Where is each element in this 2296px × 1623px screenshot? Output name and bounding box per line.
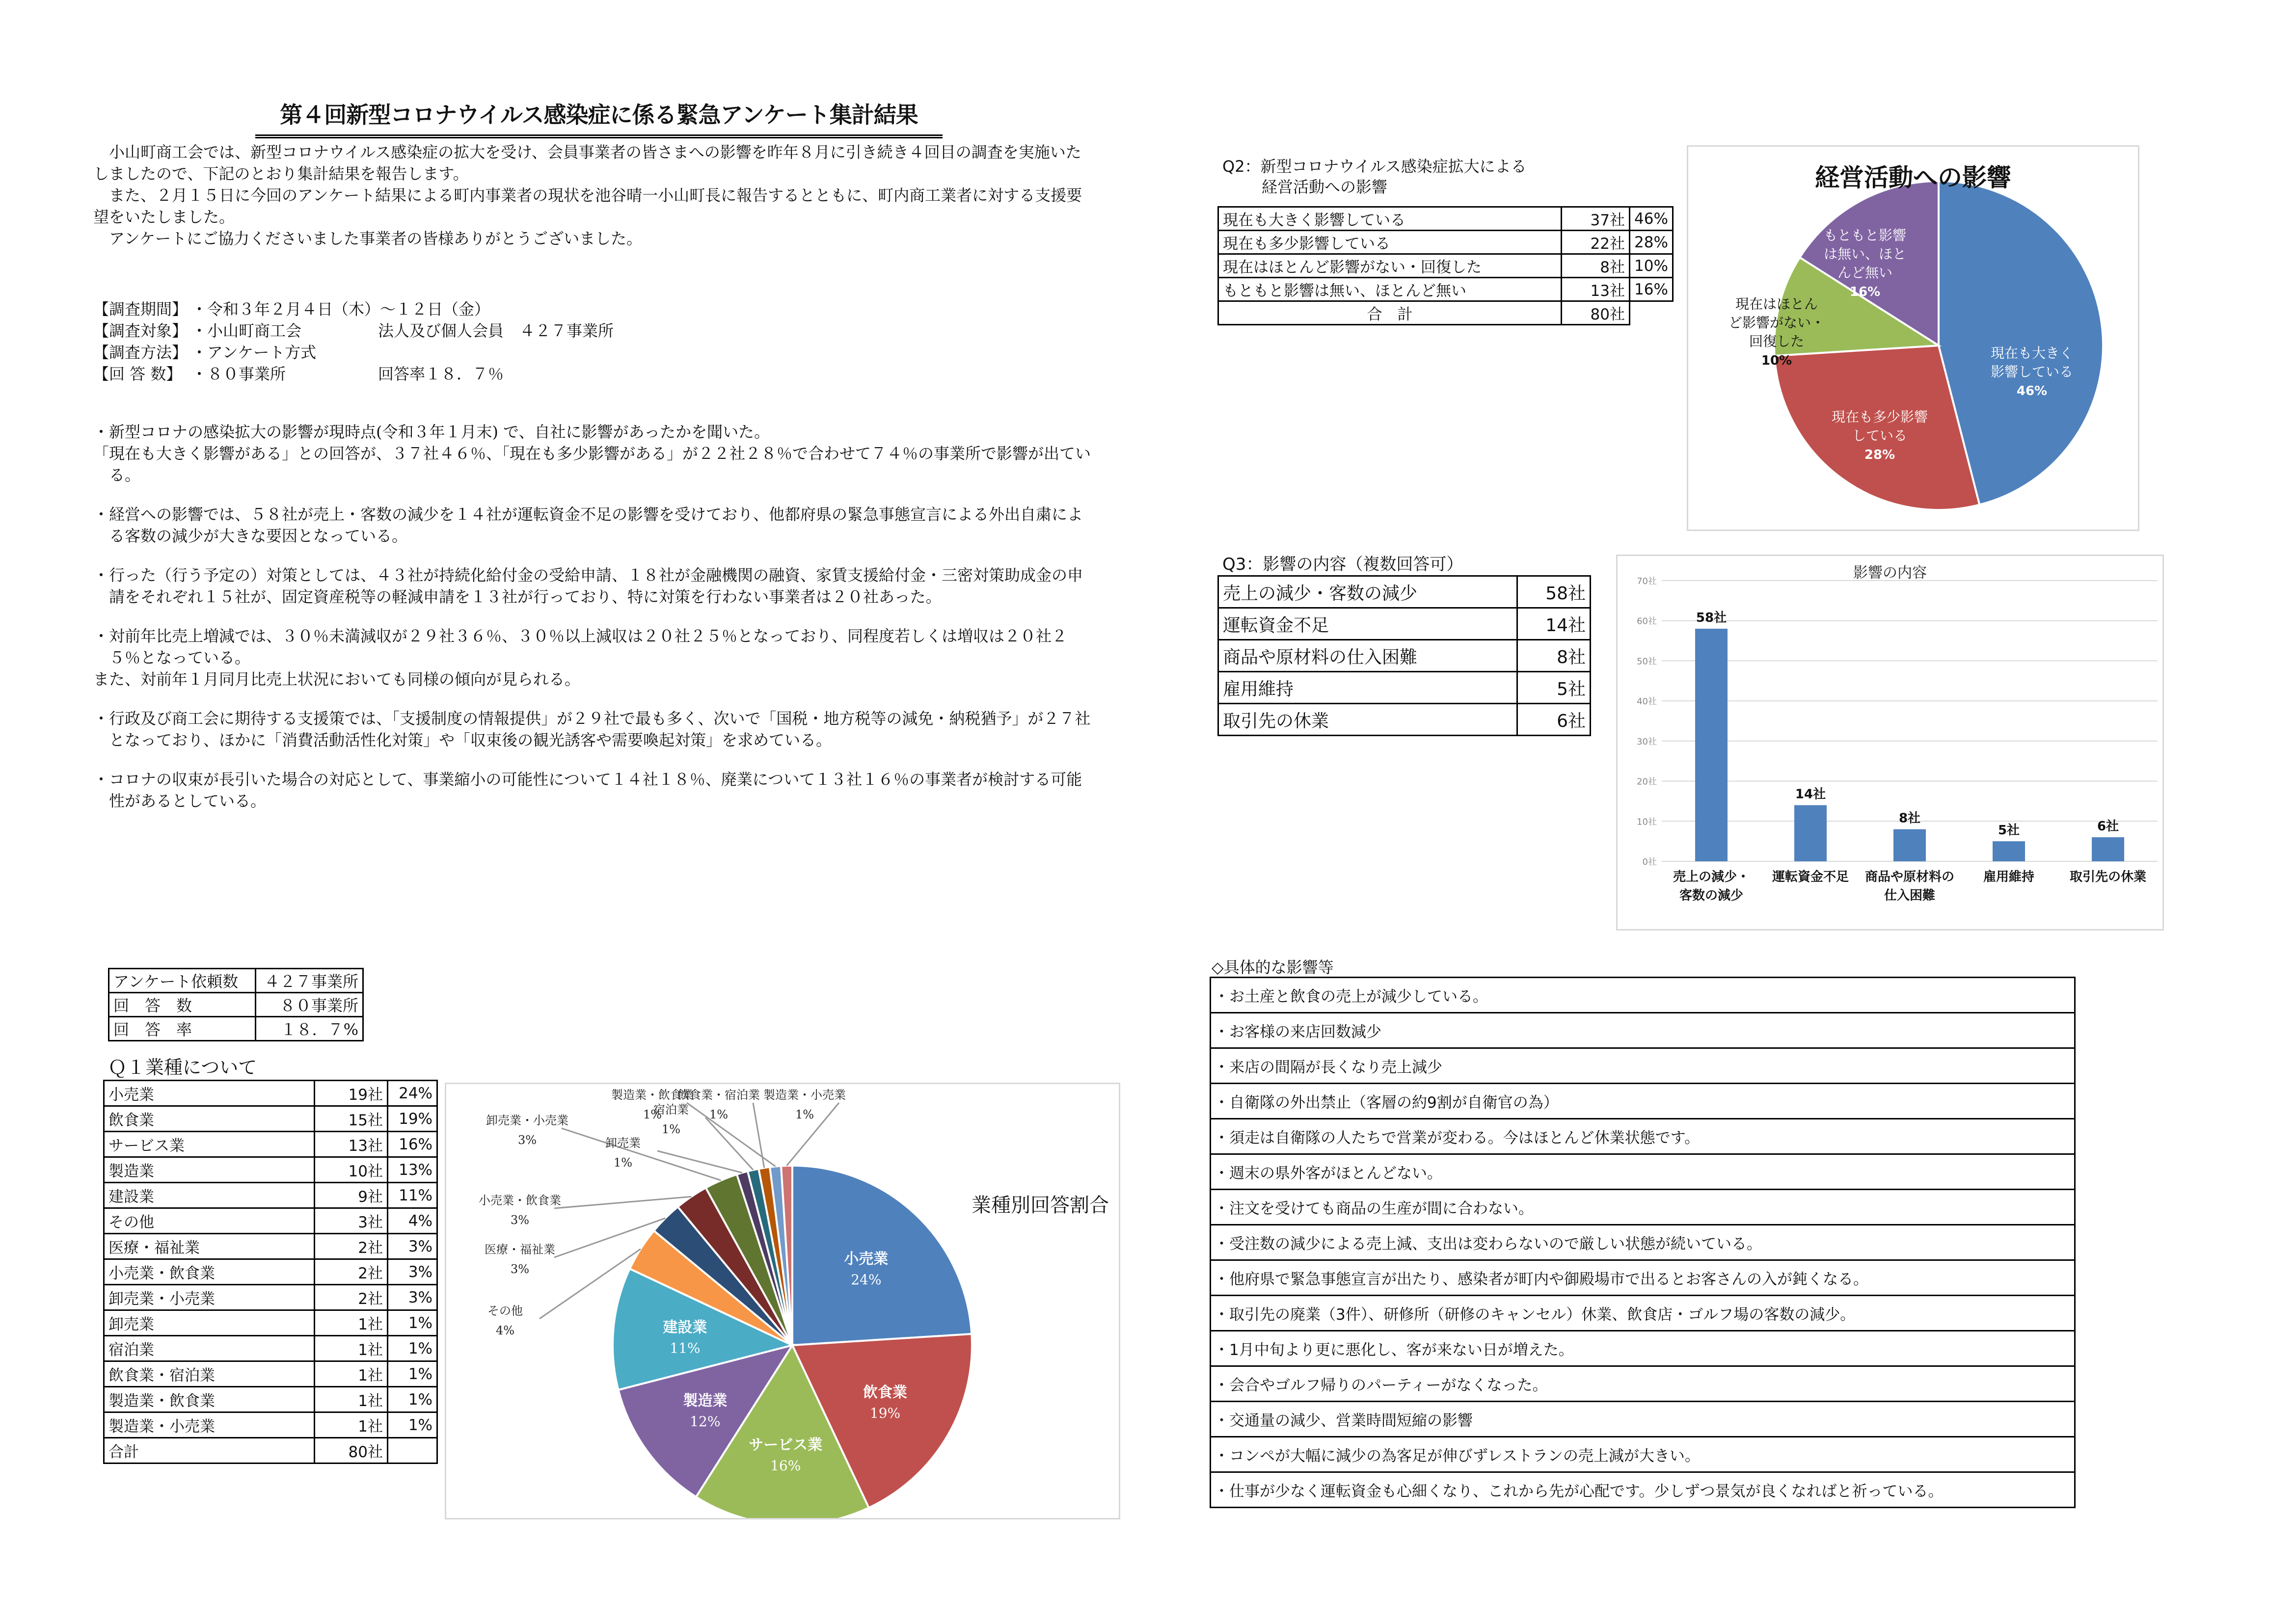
table-row [104,1285,437,1310]
finding-item [93,708,1095,751]
comment-text: ・来店の間隔が長くなり売上減少 [1211,1048,2075,1084]
impact-label: もともと影響は無い、ほとんど無い [1218,278,1562,301]
table-row [1218,254,1673,278]
finding-text: ・経営への影響では、５８社が売上・客数の減少を１４社が運転資金不足の影響を受けており、他都府県の緊急事態宣言による外出自粛による客数の減少が大きな要因となっている。 [93,505,1083,545]
q3-heading: Q3：影響の内容（複数回答可） [1222,555,1463,574]
finding-text: 「現在も大きく影響がある」との回答が、３７社４６％、「現在も多少影響がある」が２２社２８％で合わせて７４％の事業所で影響が出ている。 [93,444,1091,484]
survey-extra: 法人及び個人会員 ４２７事業所 [378,321,614,340]
comment-text: ・お客様の来店回数減少 [1211,1013,2075,1048]
table-row [1218,672,1591,704]
impact-slice-percent: 16% [1849,285,1881,299]
industry-label: 小売業 [104,1081,315,1106]
total-count: 80社 [315,1438,388,1463]
impact-bar-chart [1616,555,2164,931]
impact-slice-label: 現在も多少影響 [1831,409,1928,425]
summary-value: ４２７事業所 [256,969,363,993]
x-tick-label: 運転資金不足 [1772,870,1849,884]
industry-count: 13社 [315,1132,388,1157]
impact-type-count: 14社 [1517,608,1591,640]
industry-slice-percent: 12% [690,1413,721,1430]
q2-heading-line: Q2：新型コロナウイルス感染症拡大による [1222,157,1527,176]
industry-percent: 13% [388,1157,437,1183]
comment-text: ・週末の県外客がほとんどない。 [1211,1154,2075,1190]
impact-slice-label: 回復した [1749,333,1805,349]
industry-slice-label: 医療・福祉業 [485,1243,555,1256]
industry-label: 製造業・小売業 [104,1412,315,1438]
intro-paragraph: アンケートにご協力くださいました事業者の皆様ありがとうございました。 [109,229,643,248]
impact-slice-percent: 28% [1864,448,1895,462]
finding-item [93,504,1095,547]
table-row [104,1081,437,1106]
impact-percent: 28% [1630,231,1673,254]
survey-extra: 回答率１８．７％ [378,365,504,383]
impact-count: 22社 [1562,231,1630,254]
comment-text: ・コンペが大幅に減少の為客足が伸びずレストランの売上減が大きい。 [1211,1437,2075,1472]
industry-slice-percent: 1% [661,1122,681,1136]
industry-percent: 1% [388,1310,437,1336]
table-row [104,1310,437,1336]
finding-text: ・行った（行う予定の）対策としては、４３社が持続化給付金の受給申請、１８社が金融機関の融資、家賃支援給付金・三密対策助成金の申請をそれぞれ１５社が、固定資産税等の軽減申請を１３社が行っており、特に対策を行わない事業者は２０社あった。 [93,566,1083,606]
industry-count: 2社 [315,1234,388,1259]
summary-value: ８０事業所 [256,993,363,1017]
impact-percent: 16% [1630,278,1673,301]
comment-row [1211,1296,2075,1331]
summary-label: 回 答 率 [109,1017,256,1041]
survey-key: 【回 答 数】 [93,365,182,383]
industry-percent: 3% [388,1259,437,1285]
comment-row [1211,1190,2075,1225]
y-tick-label: 70社 [1637,576,1657,586]
comment-row [1211,1472,2075,1508]
comment-row [1211,1119,2075,1154]
total-label: 合計 [104,1438,315,1463]
table-row [1218,301,1673,325]
leader-line [687,1103,776,1167]
survey-value: ・小山町商工会 [191,321,302,340]
finding-text: ・行政及び商工会に期待する支援策では、「支援制度の情報提供」が２９社で最も多く、次いで「国税・地方税等の減免・納税猶予」が２７社となっており、ほかに「消費活動活性化対策」や「収束後の観光誘客や需要喚起対策」を求めている。 [93,709,1091,749]
industry-label: 小売業・飲食業 [104,1259,315,1285]
industry-slice-percent: 11% [670,1340,701,1357]
survey-value: ・アンケート方式 [191,343,317,362]
finding-text: ・コロナの収束が長引いた場合の対応として、事業縮小の可能性について１４社１８％、廃業について１３社１６％の事業者が検討する可能性があるとしている。 [93,770,1082,810]
leader-line [705,1117,753,1170]
bar [1893,829,1926,861]
x-tick-label: 商品や原材料の [1864,870,1955,884]
industry-count: 1社 [315,1336,388,1361]
table-row [104,1157,437,1183]
leader-line [554,1197,691,1208]
total-count: 80社 [1562,301,1630,325]
comment-row [1211,1260,2075,1296]
industry-slice-percent: 16% [770,1458,801,1474]
impact-slice-percent: 46% [2016,384,2048,399]
industry-percent: 24% [388,1081,437,1106]
finding-item [93,625,1095,690]
survey-row [93,342,614,363]
finding-item [93,564,1095,608]
comment-row [1211,1366,2075,1402]
x-tick-label: 仕入困難 [1884,888,1936,903]
y-tick-label: 0社 [1642,857,1657,867]
impact-pie-svg [1688,147,2138,530]
impact-slice-label: 影響している [1990,364,2074,380]
impact-slice-percent: 10% [1761,353,1792,368]
industry-label: 飲食業・宿泊業 [104,1361,315,1387]
industry-slice-percent: 4% [495,1324,515,1337]
bar-value-label: 6社 [2097,819,2119,834]
bar-value-label: 8社 [1898,811,1921,826]
impact-type-label: 取引先の休業 [1218,704,1517,736]
impact-type-label: 売上の減少・客数の減少 [1218,576,1517,608]
table-row [1218,640,1591,672]
table-row [104,1208,437,1234]
comments-heading: ◇具体的な影響等 [1212,958,1334,977]
industry-pie-svg [446,1084,1119,1518]
table-row [109,993,363,1017]
survey-value: ・令和３年２月４日（木）～１２日（金） [191,300,490,319]
table-row [1218,704,1591,736]
impact-type-count: 6社 [1517,704,1591,736]
industry-slice-label: サービス業 [749,1437,823,1454]
comment-row [1211,1402,2075,1437]
industry-slice-label: 飲食業 [863,1384,908,1401]
table-row [1218,231,1673,254]
table-row [104,1106,437,1132]
survey-key: 【調査期間】 [93,300,188,319]
impact-slice-label: している [1852,427,1908,444]
table-row [104,1183,437,1208]
impact-label: 現在も大きく影響している [1218,207,1562,231]
industry-percent: 1% [388,1336,437,1361]
chart-title: 業種別回答割合 [972,1194,1109,1217]
comment-text: ・受注数の減少による売上減、支出は変わらないので厳しい状態が続いている。 [1211,1225,2075,1260]
comment-row [1211,978,2075,1013]
industry-label: サービス業 [104,1132,315,1157]
industry-label: 宿泊業 [104,1336,315,1361]
industry-slice-label: 建設業 [663,1319,707,1336]
table-row [104,1259,437,1285]
industry-count: 19社 [315,1081,388,1106]
industry-slice-percent: 1% [613,1156,633,1170]
table-row [104,1336,437,1361]
impact-label: 現在はほとんど影響がない・回復した [1218,254,1562,278]
y-tick-label: 60社 [1637,616,1657,627]
industry-slice-percent: 19% [869,1405,901,1421]
empty-cell [1630,301,1673,325]
industry-label: 製造業・飲食業 [104,1387,315,1412]
comment-text: ・自衛隊の外出禁止（客層の約9割が自衛官の為） [1211,1084,2075,1119]
industry-count: 2社 [315,1285,388,1310]
industry-slice-label: 卸売業・小売業 [486,1114,568,1127]
comments-table [1210,977,2076,1508]
industry-label: 飲食業 [104,1106,315,1132]
leader-line [562,1128,721,1180]
industry-slice-percent: 3% [510,1213,530,1227]
impact-bar-svg [1618,556,2162,929]
impact-count: 37社 [1562,207,1630,231]
finding-text: また、対前年１月同月比売上状況においても同様の傾向が見られる。 [93,670,581,689]
comment-text: ・仕事が少なく運転資金も心細くなり、これから先が心配です。少しずつ景気が良くなればと祈っている。 [1211,1472,2075,1508]
survey-value: ・８０事業所 [191,365,286,383]
comment-text: ・他府県で緊急事態宣言が出たり、感染者が町内や御殿場市で出るとお客さんの入が鈍くなる。 [1211,1260,2075,1296]
table-row [104,1132,437,1157]
y-tick-label: 20社 [1637,776,1657,787]
industry-slice-percent: 3% [510,1262,530,1276]
industry-label: 製造業 [104,1157,315,1183]
findings [93,421,1095,812]
comment-text: ・取引先の廃業（3件）、研修所（研修のキャンセル）休業、飲食店・ゴルフ場の客数の減少。 [1211,1296,2075,1331]
comment-row [1211,1084,2075,1119]
industry-percent: 19% [388,1106,437,1132]
survey-row [93,363,614,385]
comment-text: ・1月中旬より更に悪化し、客が来ない日が増えた。 [1211,1331,2075,1366]
intro-paragraph: また、２月１５日に今回のアンケート結果による町内事業者の現状を池谷晴一小山町長に報告するとともに、町内商工業者に対する支援要望をいたしました。 [93,186,1082,226]
table-row [104,1234,437,1259]
industry-slice-label: 製造業・小売業 [763,1088,846,1102]
industry-slice-label: 小売業 [844,1250,889,1268]
table-row [104,1412,437,1438]
comment-row [1211,1013,2075,1048]
industry-pie-chart [445,1083,1120,1519]
industry-percent: 1% [388,1412,437,1438]
leader-line [657,1151,742,1173]
total-label: 合 計 [1218,301,1562,325]
industry-count: 1社 [315,1412,388,1438]
finding-item [93,421,1095,486]
industry-slice-percent: 24% [851,1271,882,1288]
impact-type-count: 8社 [1517,640,1591,672]
intro-text [93,141,1095,249]
table-row [104,1438,437,1463]
chart-title: 影響の内容 [1853,564,1927,582]
industry-count: 9社 [315,1183,388,1208]
impact-type-label: 運転資金不足 [1218,608,1517,640]
industry-slice-label: 小売業・飲食業 [479,1194,561,1207]
industry-count: 3社 [315,1208,388,1234]
comment-row [1211,1331,2075,1366]
q2-heading [1222,156,1527,197]
industry-slice-label: その他 [487,1304,523,1318]
table-row [1218,278,1673,301]
impact-slice-label: んど無い [1837,265,1893,281]
bar [1993,841,2025,861]
table-row [109,969,363,993]
impact-slice-label: ど影響がない・ [1728,315,1825,331]
industry-count: 1社 [315,1310,388,1336]
comment-text: ・会合やゴルフ帰りのパーティーがなくなった。 [1211,1366,2075,1402]
x-tick-label: 雇用維持 [1983,870,2035,884]
industry-slice-label: 宿泊業 [653,1103,689,1117]
survey-info [93,298,614,385]
industry-percent: 1% [388,1361,437,1387]
comment-row [1211,1225,2075,1260]
comment-text: ・交通量の減少、営業時間短縮の影響 [1211,1402,2075,1437]
q1-table [103,1080,438,1464]
bar-value-label: 14社 [1795,787,1826,802]
survey-key: 【調査方法】 [93,343,188,362]
industry-slice-label: 製造業 [683,1392,728,1410]
table-row [109,1017,363,1041]
table-row [104,1387,437,1412]
finding-item [93,769,1095,812]
industry-count: 1社 [315,1361,388,1387]
industry-label: 建設業 [104,1183,315,1208]
impact-type-count: 58社 [1517,576,1591,608]
comment-row [1211,1154,2075,1190]
industry-count: 2社 [315,1259,388,1285]
industry-slice-label: 製造業・飲食業 [611,1088,694,1102]
q1-heading: Ｑ１業種について [108,1057,257,1078]
industry-percent: 3% [388,1234,437,1259]
summary-value: １８．７% [256,1017,363,1041]
impact-pie-chart [1687,145,2139,531]
impact-type-count: 5社 [1517,672,1591,704]
industry-slice-percent: 1% [643,1108,662,1121]
comment-text: ・注文を受けても商品の生産が間に合わない。 [1211,1190,2075,1225]
x-tick-label: 売上の減少・ [1673,870,1750,884]
industry-slice-percent: 3% [517,1133,537,1147]
impact-slice-label: は無い、ほと [1823,246,1907,262]
bar-value-label: 5社 [1998,823,2020,838]
summary-label: 回 答 数 [109,993,256,1017]
industry-percent: 11% [388,1183,437,1208]
table-row [104,1361,437,1387]
impact-count: 13社 [1562,278,1630,301]
chart-title: 経営活動への影響 [1815,163,2011,192]
bar [1794,805,1827,861]
impact-percent: 10% [1630,254,1673,278]
industry-label: その他 [104,1208,315,1234]
bar-value-label: 58社 [1696,611,1727,626]
y-tick-label: 30社 [1637,736,1657,747]
industry-percent: 16% [388,1132,437,1157]
industry-percent: 1% [388,1387,437,1412]
impact-slice-label: 現在はほとん [1735,296,1818,312]
impact-count: 8社 [1562,254,1630,278]
finding-text: ・対前年比売上増減では、３０％未満減収が２９社３６％、３０％以上減収は２０社２５％となっており、同程度若しくは増収は２０社２５％となっている。 [93,627,1068,667]
table-row [1218,576,1591,608]
finding-text: ・新型コロナの感染拡大の影響が現時点(令和３年１月末) で、自社に影響があったかを聞いた。 [93,423,770,441]
survey-row [93,298,614,320]
comment-text: ・須走は自衛隊の人たちで営業が変わる。今はほとんど休業状態です。 [1211,1119,2075,1154]
table-row [1218,608,1591,640]
intro-paragraph: 小山町商工会では、新型コロナウイルス感染症の拡大を受け、会員事業者の皆さまへの影響を昨年８月に引き続き４回目の調査を実施いたしましたので、下記のとおり集計結果を報告します。 [93,143,1081,183]
q3-table [1217,575,1591,736]
q2-heading-line: 経営活動への影響 [1262,178,1388,196]
industry-count: 10社 [315,1157,388,1183]
industry-slice-percent: 1% [795,1108,814,1121]
impact-slice-label: 現在も大きく [1990,345,2074,361]
industry-label: 医療・福祉業 [104,1234,315,1259]
summary-table [108,968,364,1041]
comment-row [1211,1048,2075,1084]
impact-percent: 46% [1630,207,1673,231]
industry-label: 卸売業 [104,1310,315,1336]
y-tick-label: 10社 [1637,817,1657,827]
industry-slice-label: 卸売業 [605,1136,641,1150]
page-title: 第４回新型コロナウイルス感染症に係る緊急アンケート集計結果 [255,97,943,138]
impact-slice-label: もともと影響 [1823,227,1907,243]
q2-table [1217,206,1674,325]
survey-key: 【調査対象】 [93,321,188,340]
table-row [1218,207,1673,231]
industry-count: 15社 [315,1106,388,1132]
industry-slice-percent: 1% [709,1108,729,1121]
empty-cell [388,1438,437,1463]
summary-label: アンケート依頼数 [109,969,256,993]
industry-percent: 4% [388,1208,437,1234]
y-tick-label: 40社 [1637,696,1657,707]
industry-count: 1社 [315,1387,388,1412]
impact-type-label: 雇用維持 [1218,672,1517,704]
y-tick-label: 50社 [1637,656,1657,667]
impact-type-label: 商品や原材料の仕入困難 [1218,640,1517,672]
comment-text: ・お土産と飲食の売上が減少している。 [1211,978,2075,1013]
survey-row [93,320,614,342]
bar [1695,629,1728,861]
industry-slice-label: 飲食業・宿泊業 [677,1088,760,1102]
x-tick-label: 客数の減少 [1679,888,1744,903]
comment-row [1211,1437,2075,1472]
x-tick-label: 取引先の休業 [2069,870,2147,884]
bar [2092,837,2124,861]
industry-label: 卸売業・小売業 [104,1285,315,1310]
industry-percent: 3% [388,1285,437,1310]
impact-label: 現在も多少影響している [1218,231,1562,254]
